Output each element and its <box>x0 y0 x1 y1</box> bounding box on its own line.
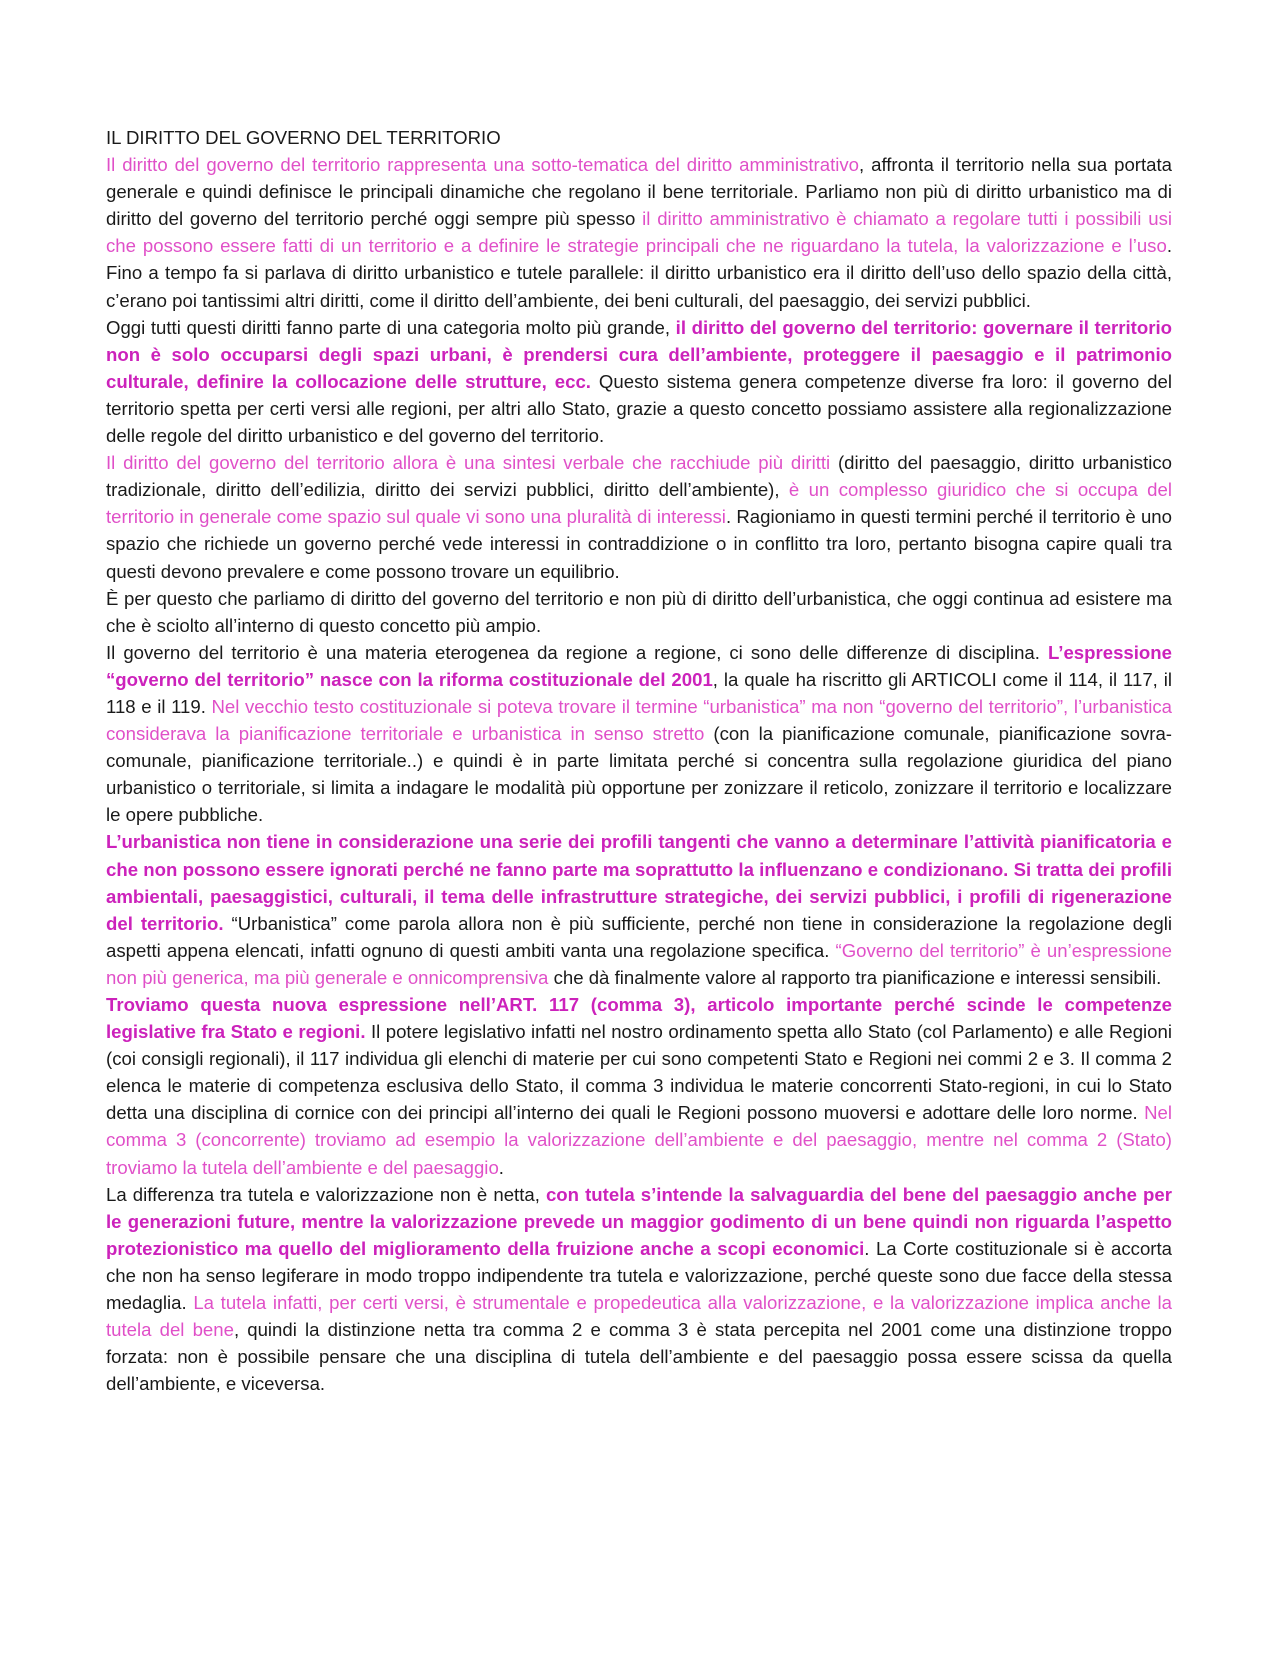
body-text: . La Corte costituzionale si è accorta che non ha senso legiferare in modo troppo indipendente tra tutela e valorizzazione, perché queste sono due facce della stessa medaglia. <box>106 1237 1173 1314</box>
highlighted-bold-text: il diritto del governo del territorio: governare il territorio non è solo occuparsi degli spazi urbani, è prendersi cura dell’ambiente, proteggere il paesaggio e il patrimonio culturale, definire la collocazione delle strutture, ecc. <box>106 316 1172 392</box>
paragraph <box>106 585 1172 639</box>
page-title: IL DIRITTO DEL GOVERNO DEL TERRITORIO <box>106 127 501 148</box>
body-text: , quindi la distinzione netta tra comma 2 e comma 3 è stata percepita nel 2001 come una distinzione troppo forzata: non è possibile pensare che una disciplina di tutela dell’ambiente e del paesaggio possa essere scissa da quella dell’ambiente, e viceversa. <box>106 1319 1172 1395</box>
body-text: , la quale ha riscritto gli ARTICOLI come il 114, il 117, il 118 e il 119. <box>106 668 1172 717</box>
body-text: Questo sistema genera competenze diverse fra loro: il governo del territorio spetta per certi versi alle regioni, per altri allo Stato, grazie a questo concetto possiamo assistere alla regionalizzazione delle regole del diritto urbanistico e del governo del territorio. <box>106 370 1172 447</box>
highlighted-bold-text: Troviamo questa nuova espressione nell’ART. 117 (comma 3), articolo importante perché scinde le competenze legislative fra Stato e regioni. <box>106 994 1172 1043</box>
highlighted-text: La tutela infatti, per certi versi, è strumentale e propedeutica alla valorizzazione, e la valorizzazione implica anche la tutela del bene <box>106 1292 1172 1341</box>
body-text: . Ragioniamo in questi termini perché il territorio è uno spazio che richiede un governo perché vede interessi in contraddizione o in conflitto tra loro, pertanto bisogna capire quali tra questi devono prevalere e come possono trovare un equilibrio. <box>106 506 1172 582</box>
highlighted-text: Nel comma 3 (concorrente) troviamo ad esempio la valorizzazione dell’ambiente e del paesaggio, mentre nel comma 2 (Stato) troviamo la tutela dell’ambiente e del paesaggio <box>106 1102 1172 1178</box>
highlighted-text: “Governo del territorio” è un’espressione non più generica, ma più generale e onnicomprensiva <box>106 939 1172 988</box>
body-text: “Urbanistica” come parola allora non è più sufficiente, perché non tiene in considerazione la regolazione degli aspetti appena elencati, infatti ognuno di questi ambiti vanta una regolazione specifica. <box>106 912 1172 961</box>
highlighted-bold-text: L’espressione “governo del territorio” nasce con la riforma costituzionale del 2001 <box>106 641 1172 690</box>
highlighted-bold-text: con tutela s’intende la salvaguardia del bene del paesaggio anche per le generazioni future, mentre la valorizzazione prevede un maggior godimento di un bene quindi non riguarda l’aspetto protezionistico ma quello del miglioramento della fruizione anche a scopi economici <box>106 1183 1172 1259</box>
highlighted-text: Il diritto del governo del territorio rappresenta una sotto-tematica del diritto amministrativo <box>106 154 860 176</box>
body-text: (con la pianificazione comunale, pianificazione sovra-comunale, pianificazione territoriale..) e quindi è in parte limitata perché si concentra sulla regolazione giuridica del piano urbanistico o territoriale, si limita a indagare le modalità più opportune per zonizzare il reticolo, zonizzare il territorio e localizzare le opere pubbliche. <box>106 723 1172 826</box>
paragraph <box>106 449 1172 584</box>
highlighted-text: è un complesso giuridico che si occupa del territorio in generale come spazio sul quale vi sono una pluralità di interessi <box>106 479 1172 528</box>
body-text: Oggi tutti questi diritti fanno parte di una categoria molto più grande, <box>106 316 676 338</box>
paragraph <box>106 991 1172 1181</box>
paragraph <box>106 639 1172 829</box>
body-text: Il governo del territorio è una materia eterogenea da regione a regione, ci sono delle differenze di disciplina. <box>106 641 1048 663</box>
body-text: (diritto del paesaggio, diritto urbanistico tradizionale, diritto dell’edilizia, diritto dei servizi pubblici, diritto dell’ambiente), <box>106 452 1173 501</box>
highlighted-text: Il diritto del governo del territorio allora è una sintesi verbale che racchiude più diritti <box>106 452 831 474</box>
body-text: È per questo che parliamo di diritto del governo del territorio e non più di diritto dell’urbanistica, che oggi continua ad esistere ma che è sciolto all’interno di questo concetto più ampio. <box>106 587 1172 636</box>
body-text: La differenza tra tutela e valorizzazione non è netta, <box>106 1183 546 1205</box>
document-page <box>106 124 1172 1397</box>
highlighted-text: Nel vecchio testo costituzionale si poteva trovare il termine “urbanistica” ma non “governo del territorio”, l’urbanistica considerava la pianificazione territoriale e urbanistica in senso stretto <box>106 695 1173 745</box>
paragraph <box>106 1181 1172 1398</box>
paragraph <box>106 828 1172 991</box>
body-text: che dà finalmente valore al rapporto tra pianificazione e interessi sensibili. <box>548 966 1162 988</box>
highlighted-bold-text: L’urbanistica non tiene in considerazione una serie dei profili tangenti che vanno a determinare l’attività pianificatoria e che non possono essere ignorati perché ne fanno parte ma soprattutto la influenzano e condizionano. Si tratta dei profili ambientali, paesaggistici, culturali, il tema delle infrastrutture strategiche, dei servizi pubblici, i profili di rigenerazione del territorio. <box>106 831 1172 934</box>
document-body <box>106 151 1172 1397</box>
highlighted-text: il diritto amministrativo è chiamato a regolare tutti i possibili usi che possono essere fatti di un territorio e a definire le strategie principali che ne riguardano la tutela, la valorizzazione e l’uso <box>106 208 1172 257</box>
body-text: Il potere legislativo infatti nel nostro ordinamento spetta allo Stato (col Parlamento) e alle Regioni (coi consigli regionali), il 117 individua gli elenchi di materie per cui sono competenti Stato e Regioni nei commi 2 e 3. Il comma 2 elenca le materie di competenza esclusiva dello Stato, il comma 3 individua le materie concorrenti Stato-regioni, in cui lo Stato detta una disciplina di cornice con dei principi all’interno dei quali le Regioni possono muoversi e adottare delle loro norme. <box>106 1021 1172 1124</box>
paragraph <box>106 151 1172 314</box>
paragraph <box>106 314 1172 449</box>
body-text: , affronta il territorio nella sua portata generale e quindi definisce le principali dinamiche che regolano il bene territoriale. Parliamo non più di diritto urbanistico ma di diritto del governo del territorio perché oggi sempre più spesso <box>106 154 1172 230</box>
body-text: . <box>498 1156 504 1178</box>
body-text: . Fino a tempo fa si parlava di diritto urbanistico e tutele parallele: il diritto urbanistico era il diritto dell’uso dello spazio della città, c’erano poi tantissimi altri diritti, come il diritto dell’ambiente, dei beni culturali, del paesaggio, dei servizi pubblici. <box>106 235 1172 311</box>
